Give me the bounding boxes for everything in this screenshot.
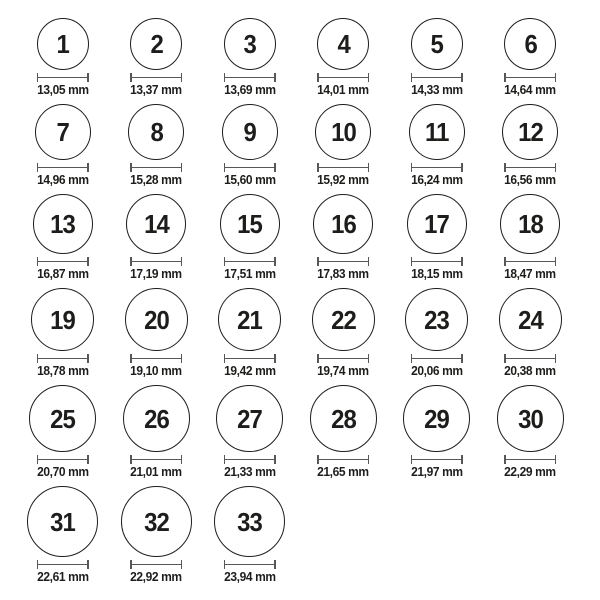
diameter-measure-line [224, 257, 276, 266]
diameter-measure-line [37, 163, 89, 172]
diameter-label: 14,96 mm [36, 173, 89, 187]
diameter-label: 19,10 mm [130, 364, 183, 378]
ring-circle [27, 486, 98, 557]
ring-item [125, 288, 188, 378]
diameter-label: 14,64 mm [504, 83, 557, 97]
ring-item [499, 288, 562, 378]
measure-tick-right-icon [555, 455, 557, 464]
ring-circle [310, 385, 377, 452]
diameter-measure-line [224, 560, 276, 569]
diameter-label: 18,15 mm [410, 267, 463, 281]
diameter-label: 15,60 mm [223, 173, 276, 187]
diameter-label: 21,01 mm [130, 465, 183, 479]
measure-line [38, 261, 88, 263]
ring-size-number: 18 [517, 209, 543, 239]
measure-line [505, 261, 555, 263]
diameter-label: 19,74 mm [317, 364, 370, 378]
ring-size-number: 31 [50, 506, 76, 537]
ring-size-number: 23 [424, 304, 450, 335]
measure-tick-right-icon [461, 354, 463, 363]
ring-circle [497, 385, 564, 452]
diameter-measure-line [317, 257, 369, 266]
diameter-measure-line [224, 163, 276, 172]
measure-tick-right-icon [87, 163, 89, 172]
ring-size-number: 6 [524, 29, 537, 59]
ring-size-number: 1 [56, 29, 69, 59]
ring-item [216, 385, 283, 479]
ring-size-number: 24 [517, 304, 543, 335]
ring-circle [31, 288, 94, 351]
ring-size-number: 26 [143, 403, 169, 434]
ring-item [33, 194, 93, 281]
ring-size-number: 25 [50, 403, 76, 434]
ring-circle [502, 104, 558, 160]
diameter-measure-line [411, 354, 463, 363]
measure-tick-right-icon [274, 455, 276, 464]
measure-line [38, 564, 88, 566]
ring-circle [216, 385, 283, 452]
ring-size-number: 5 [430, 29, 443, 59]
measure-line [225, 167, 275, 169]
diameter-label: 16,56 mm [504, 173, 557, 187]
ring-circle [407, 194, 467, 254]
ring-item [123, 385, 190, 479]
ring-circle [504, 18, 556, 70]
measure-line [412, 77, 462, 79]
diameter-measure-line [411, 455, 463, 464]
ring-circle [405, 288, 468, 351]
ring-item [129, 18, 183, 97]
diameter-measure-line [411, 73, 463, 82]
ring-size-number: 16 [330, 209, 356, 239]
diameter-label: 22,92 mm [130, 570, 183, 584]
measure-tick-right-icon [461, 257, 463, 266]
diameter-label: 13,37 mm [130, 83, 183, 97]
measure-tick-right-icon [461, 163, 463, 172]
measure-line [225, 358, 275, 360]
diameter-measure-line [37, 73, 89, 82]
ring-circle [313, 194, 373, 254]
measure-line [38, 77, 88, 79]
ring-circle [220, 194, 280, 254]
measure-line [318, 167, 368, 169]
measure-tick-right-icon [274, 257, 276, 266]
measure-line [38, 167, 88, 169]
measure-tick-right-icon [368, 257, 370, 266]
ring-item [502, 104, 558, 187]
diameter-label: 20,06 mm [410, 364, 463, 378]
measure-line [318, 261, 368, 263]
measure-tick-right-icon [368, 73, 370, 82]
measure-line [131, 459, 181, 461]
diameter-label: 21,33 mm [223, 465, 276, 479]
ring-item [31, 288, 94, 378]
ring-item [128, 104, 184, 187]
diameter-measure-line [224, 73, 276, 82]
ring-item [214, 486, 285, 584]
ring-size-number: 13 [50, 209, 76, 239]
ring-circle [128, 104, 184, 160]
ring-size-number: 17 [424, 209, 450, 239]
ring-size-number: 8 [150, 117, 163, 147]
ring-circle [317, 18, 369, 70]
ring-size-number: 2 [150, 29, 163, 59]
ring-size-number: 9 [243, 117, 256, 147]
diameter-label: 17,51 mm [223, 267, 276, 281]
measure-tick-right-icon [181, 73, 183, 82]
measure-line [131, 77, 181, 79]
measure-tick-right-icon [87, 257, 89, 266]
measure-tick-right-icon [555, 354, 557, 363]
diameter-label: 19,42 mm [223, 364, 276, 378]
diameter-measure-line [411, 257, 463, 266]
ring-item [497, 385, 564, 479]
ring-item [503, 18, 557, 97]
diameter-label: 18,78 mm [36, 364, 89, 378]
diameter-label: 20,70 mm [36, 465, 89, 479]
measure-line [412, 167, 462, 169]
diameter-measure-line [504, 257, 556, 266]
measure-line [412, 459, 462, 461]
ring-item [310, 385, 377, 479]
ring-size-number: 14 [143, 209, 169, 239]
measure-tick-right-icon [181, 163, 183, 172]
measure-line [225, 261, 275, 263]
ring-item [500, 194, 560, 281]
measure-tick-right-icon [274, 73, 276, 82]
diameter-measure-line [130, 560, 182, 569]
diameter-measure-line [37, 560, 89, 569]
diameter-label: 15,28 mm [130, 173, 183, 187]
diameter-measure-line [411, 163, 463, 172]
diameter-measure-line [37, 354, 89, 363]
measure-tick-right-icon [461, 73, 463, 82]
measure-tick-right-icon [87, 455, 89, 464]
ring-item [29, 385, 96, 479]
measure-tick-right-icon [555, 73, 557, 82]
ring-item [220, 194, 280, 281]
ring-circle [500, 194, 560, 254]
ring-size-number: 12 [517, 117, 543, 147]
ring-item [222, 104, 278, 187]
measure-line [505, 358, 555, 360]
ring-circle [33, 194, 93, 254]
measure-tick-right-icon [274, 560, 276, 569]
measure-line [131, 564, 181, 566]
ring-circle [29, 385, 96, 452]
ring-circle [125, 288, 188, 351]
ring-size-number: 20 [143, 304, 169, 335]
measure-line [505, 459, 555, 461]
ring-item [410, 18, 464, 97]
diameter-measure-line [224, 354, 276, 363]
ring-item [403, 385, 470, 479]
diameter-measure-line [37, 455, 89, 464]
measure-line [38, 459, 88, 461]
diameter-label: 23,94 mm [223, 570, 276, 584]
ring-item [405, 288, 468, 378]
measure-line [131, 167, 181, 169]
diameter-measure-line [317, 163, 369, 172]
measure-tick-right-icon [87, 73, 89, 82]
measure-line [225, 564, 275, 566]
measure-tick-right-icon [368, 354, 370, 363]
diameter-label: 15,92 mm [317, 173, 370, 187]
ring-circle [222, 104, 278, 160]
ring-circle [315, 104, 371, 160]
measure-tick-right-icon [461, 455, 463, 464]
ring-item [36, 18, 90, 97]
measure-line [225, 77, 275, 79]
ring-size-number: 30 [517, 403, 543, 434]
diameter-measure-line [504, 163, 556, 172]
diameter-label: 18,47 mm [504, 267, 557, 281]
diameter-label: 17,83 mm [317, 267, 370, 281]
ring-item [223, 18, 277, 97]
diameter-measure-line [130, 354, 182, 363]
ring-circle [130, 18, 182, 70]
ring-size-number: 32 [143, 506, 169, 537]
diameter-measure-line [130, 163, 182, 172]
ring-size-number: 29 [424, 403, 450, 434]
diameter-measure-line [130, 257, 182, 266]
diameter-measure-line [317, 455, 369, 464]
diameter-measure-line [130, 455, 182, 464]
ring-circle [123, 385, 190, 452]
ring-circle [126, 194, 186, 254]
measure-line [505, 167, 555, 169]
measure-line [225, 459, 275, 461]
ring-circle [312, 288, 375, 351]
diameter-measure-line [130, 73, 182, 82]
ring-size-number: 11 [425, 117, 449, 147]
ring-circle [37, 18, 89, 70]
measure-tick-right-icon [555, 163, 557, 172]
ring-circle [409, 104, 465, 160]
ring-circle [403, 385, 470, 452]
ring-size-number: 28 [330, 403, 356, 434]
measure-line [318, 358, 368, 360]
ring-size-number: 27 [237, 403, 263, 434]
measure-line [412, 261, 462, 263]
measure-line [318, 77, 368, 79]
diameter-label: 14,33 mm [410, 83, 463, 97]
measure-tick-right-icon [181, 354, 183, 363]
diameter-label: 13,69 mm [223, 83, 276, 97]
diameter-measure-line [317, 354, 369, 363]
diameter-label: 21,65 mm [317, 465, 370, 479]
diameter-label: 21,97 mm [410, 465, 463, 479]
diameter-measure-line [504, 73, 556, 82]
ring-size-number: 4 [337, 29, 350, 59]
ring-item [407, 194, 467, 281]
diameter-label: 14,01 mm [317, 83, 370, 97]
ring-size-number: 10 [330, 117, 356, 147]
ring-item [409, 104, 465, 187]
ring-size-number: 3 [243, 29, 256, 59]
ring-item [316, 18, 370, 97]
diameter-measure-line [224, 455, 276, 464]
ring-item [315, 104, 371, 187]
ring-size-number: 22 [330, 304, 356, 335]
ring-item [121, 486, 192, 584]
measure-tick-right-icon [555, 257, 557, 266]
ring-item [312, 288, 375, 378]
ring-circle [121, 486, 192, 557]
measure-tick-right-icon [274, 163, 276, 172]
ring-size-number: 19 [50, 304, 76, 335]
measure-line [318, 459, 368, 461]
measure-line [412, 358, 462, 360]
diameter-measure-line [37, 257, 89, 266]
measure-tick-right-icon [87, 354, 89, 363]
ring-size-number: 15 [237, 209, 263, 239]
ring-size-number: 33 [237, 506, 263, 537]
ring-circle [224, 18, 276, 70]
ring-size-number: 7 [56, 117, 69, 147]
diameter-label: 17,19 mm [130, 267, 183, 281]
diameter-measure-line [504, 354, 556, 363]
ring-circle [214, 486, 285, 557]
ring-circle [499, 288, 562, 351]
diameter-label: 22,29 mm [504, 465, 557, 479]
ring-circle [218, 288, 281, 351]
measure-tick-right-icon [181, 455, 183, 464]
ring-size-number: 21 [237, 304, 263, 335]
ring-item [35, 104, 91, 187]
measure-tick-right-icon [181, 560, 183, 569]
ring-circle [35, 104, 91, 160]
ring-item [126, 194, 186, 281]
measure-line [38, 358, 88, 360]
measure-tick-right-icon [181, 257, 183, 266]
diameter-label: 13,05 mm [36, 83, 89, 97]
ring-circle [411, 18, 463, 70]
measure-line [131, 261, 181, 263]
measure-line [505, 77, 555, 79]
diameter-measure-line [504, 455, 556, 464]
measure-tick-right-icon [368, 163, 370, 172]
measure-tick-right-icon [87, 560, 89, 569]
diameter-measure-line [317, 73, 369, 82]
diameter-label: 16,87 mm [36, 267, 89, 281]
ring-item [218, 288, 281, 378]
diameter-label: 16,24 mm [410, 173, 463, 187]
measure-tick-right-icon [274, 354, 276, 363]
measure-tick-right-icon [368, 455, 370, 464]
ring-item [313, 194, 373, 281]
diameter-label: 22,61 mm [36, 570, 89, 584]
measure-line [131, 358, 181, 360]
diameter-label: 20,38 mm [504, 364, 557, 378]
ring-item [27, 486, 98, 584]
